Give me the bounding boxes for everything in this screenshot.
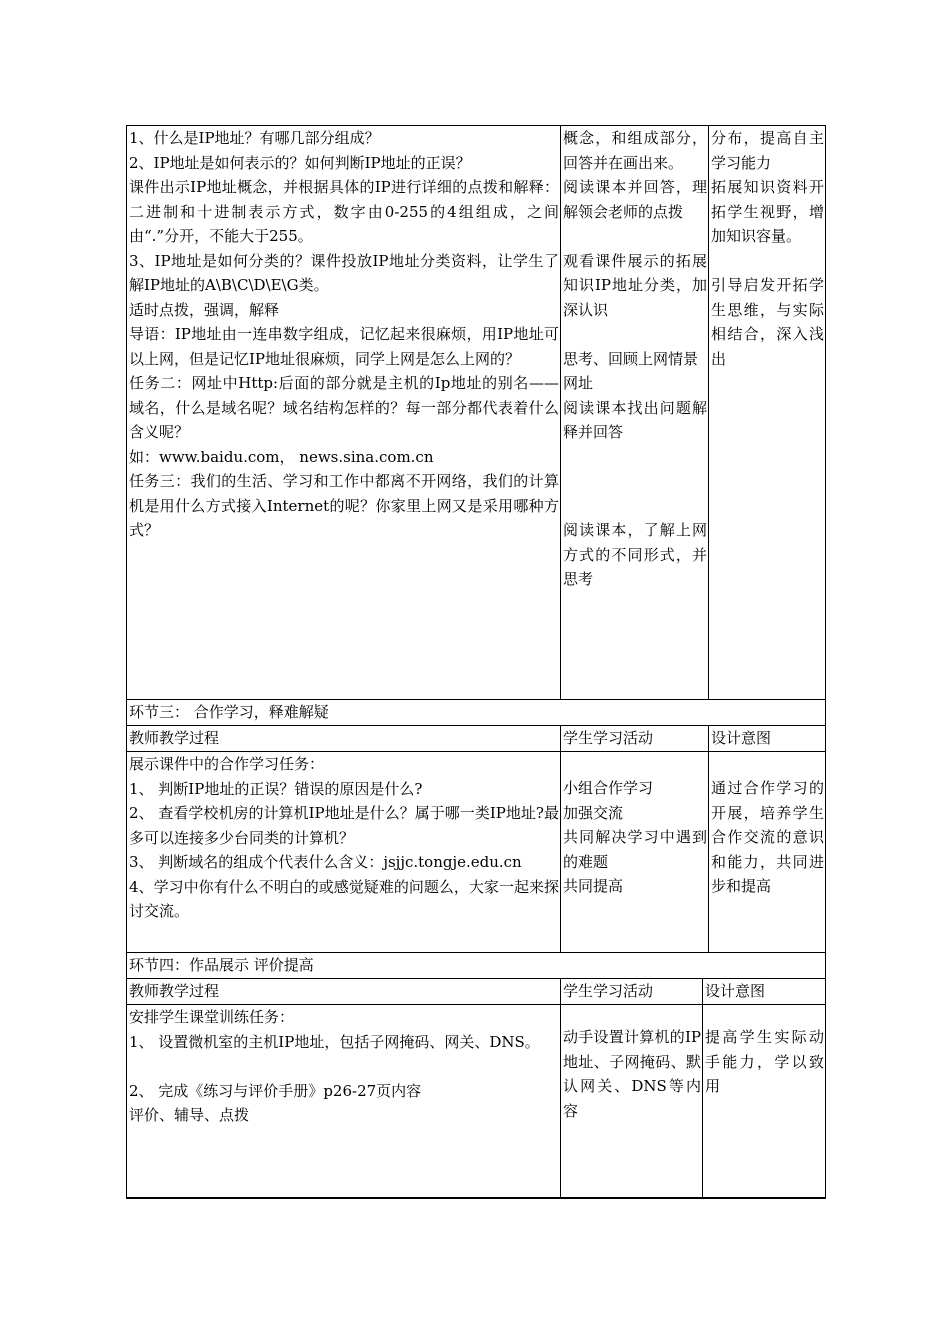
- teacher-text: 3、IP地址是如何分类的？课件投放IP地址分类资料，让学生了解IP地址的A\B\C\D\E\G类。: [129, 251, 559, 294]
- teacher-process-cell: [127, 126, 560, 699]
- design-intent-cell: [708, 126, 825, 699]
- student-text: 加强交流: [563, 803, 624, 822]
- section-1: [126, 125, 826, 699]
- student-activity-cell: [560, 1005, 702, 1197]
- intent-text: 通过合作学习的开展，培养学生合作交流的意识和能力，共同进步和提高: [711, 779, 824, 895]
- section-3-body: [126, 1004, 826, 1199]
- student-text: 思考、回顾上网情景: [563, 349, 699, 368]
- teacher-text: 导语：IP地址由一连串数字组成，记忆起来很麻烦，用IP地址可以上网，但是记忆IP地址很麻烦，同学上网是怎么上网的？: [129, 325, 559, 368]
- header-student: 学生学习活动: [560, 979, 702, 1004]
- student-text: 观看课件展示的拓展知识IP地址分类，加深认识: [563, 251, 707, 319]
- design-intent-cell: [702, 1005, 825, 1197]
- student-activity-cell: [560, 126, 708, 699]
- teacher-text: 1、什么是IP地址？有哪几部分组成？: [129, 129, 380, 147]
- teacher-process-cell: [127, 1005, 560, 1197]
- section-2-header-row: [126, 725, 826, 751]
- student-text: 动手设置计算机的IP地址、子网掩码、默认网关、DNS等内容: [563, 1028, 701, 1120]
- student-text: 共同解决学习中遇到的难题: [563, 828, 707, 871]
- teacher-text: 课件出示IP地址概念，并根据具体的IP进行详细的点拨和解释：二进制和十进制表示方式，数字由0-255的4组组成，之间由“.”分开，不能大于255。: [129, 178, 559, 245]
- section-3-title: 环节四：作品展示 评价提高: [126, 952, 826, 978]
- section-3-header-row: [126, 978, 826, 1004]
- student-text: 阅读课本找出问题解释并回答: [563, 398, 707, 441]
- teacher-text: 1、 设置微机室的主机IP地址，包括子网掩码、网关、DNS。: [129, 1032, 540, 1051]
- section-2-title: 环节三： 合作学习，释难解疑: [126, 699, 826, 725]
- intent-text: 拓展知识资料开拓学生视野，增加知识容量。: [711, 178, 824, 245]
- teacher-text: 1、 判断IP地址的正误？错误的原因是什么?: [129, 779, 423, 798]
- header-teacher: 教师教学过程: [129, 982, 220, 1000]
- header-intent: 设计意图: [702, 979, 825, 1004]
- student-text: 共同提高: [563, 877, 624, 895]
- header-teacher: 教师教学过程: [129, 729, 220, 747]
- intent-text: 引导启发开拓学生思维，与实际相结合，深入浅出: [711, 276, 824, 368]
- student-text: 小组合作学习: [563, 779, 654, 797]
- teacher-text: 2、 查看学校机房的计算机IP地址是什么？属于哪一类IP地址?最多可以连接多少台同类的计算机？: [129, 804, 559, 847]
- student-text: 阅读课本并回答，理解领会老师的点拨: [563, 178, 707, 221]
- teacher-text: 任务二：网址中Http:后面的部分就是主机的Ip地址的别名——域名，什么是域名呢？域名结构怎样的？每一部分都代表着什么含义呢？: [129, 374, 559, 441]
- student-text: 阅读课本，了解上网方式的不同形式，并思考: [563, 521, 707, 588]
- header-student: 学生学习活动: [560, 726, 708, 751]
- teacher-text: 适时点拨，强调，解释: [129, 300, 280, 319]
- teacher-text: 评价、辅导、点拨: [129, 1106, 250, 1124]
- section-2-body: [126, 751, 826, 952]
- teacher-text: 任务三：我们的生活、学习和工作中都离不开网络，我们的计算机是用什么方式接入Internet的呢？你家里上网又是采用哪种方式？: [129, 472, 559, 539]
- teacher-text: 3、 判断域名的组成个代表什么含义：jsjjc.tongje.edu.cn: [129, 853, 522, 871]
- student-text: 概念，和组成部分，回答并在画出来。: [563, 129, 707, 172]
- teacher-process-cell: [127, 752, 560, 952]
- lesson-plan-table: [126, 125, 826, 1199]
- design-intent-cell: [708, 752, 825, 952]
- teacher-text: 如：www.baidu.com， news.sina.com.cn: [129, 447, 434, 466]
- intent-text: 提高学生实际动手能力，学以致用: [705, 1028, 824, 1095]
- teacher-text: 安排学生课堂训练任务：: [129, 1008, 295, 1026]
- teacher-text: 4、学习中你有什么不明白的或感觉疑难的问题么，大家一起来探讨交流。: [129, 877, 559, 920]
- student-text: 网址: [563, 374, 594, 392]
- teacher-text: 2、IP地址是如何表示的？如何判断IP地址的正误？: [129, 153, 471, 172]
- teacher-text: 2、 完成《练习与评价手册》p26-27页内容: [129, 1081, 422, 1100]
- header-intent: 设计意图: [708, 726, 825, 751]
- student-activity-cell: [560, 752, 708, 952]
- intent-text: 分布，提高自主学习能力: [711, 129, 824, 172]
- teacher-text: 展示课件中的合作学习任务：: [129, 755, 325, 773]
